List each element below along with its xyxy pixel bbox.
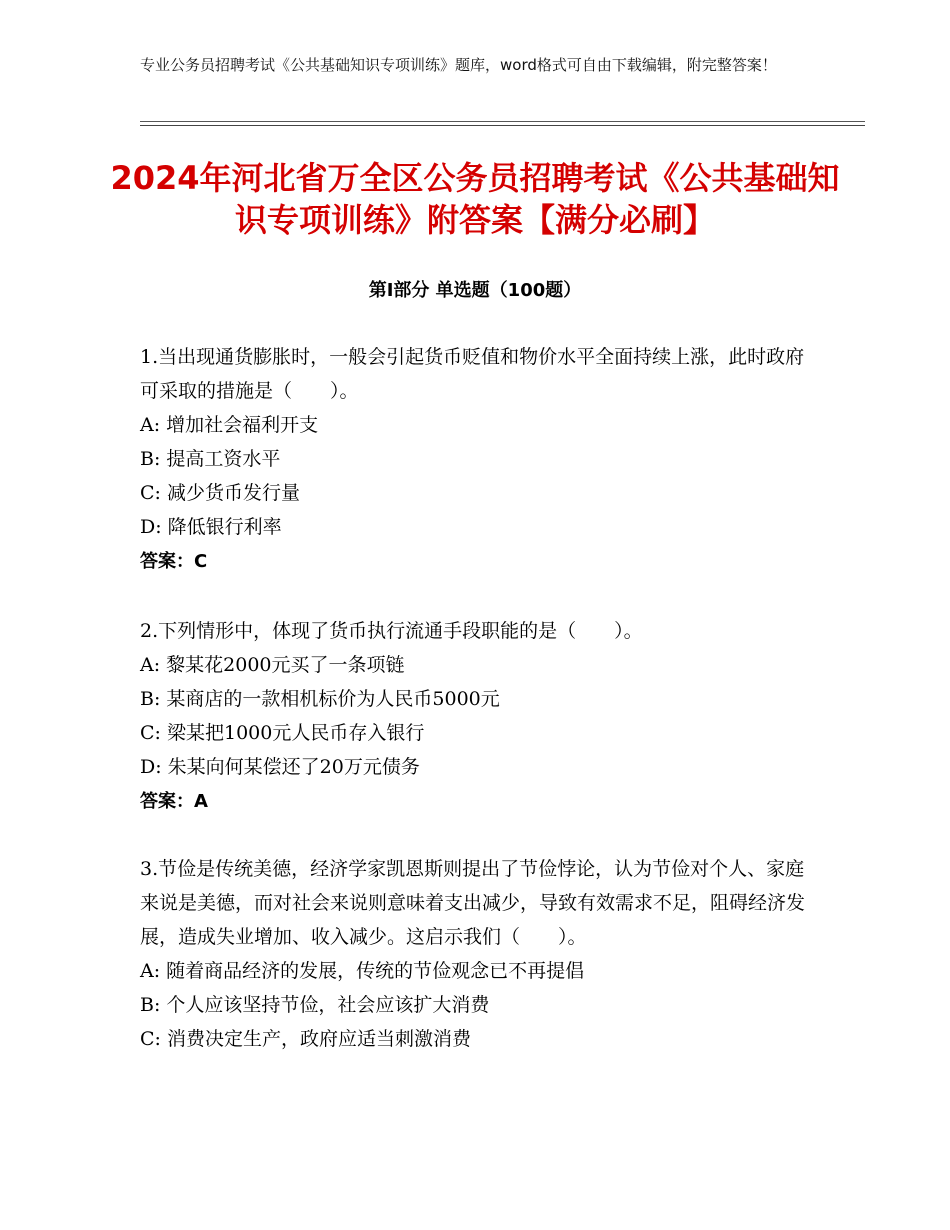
- option-a: A: 随着商品经济的发展，传统的节俭观念已不再提倡: [140, 960, 585, 982]
- option-c: C: 梁某把1000元人民币存入银行: [140, 722, 425, 744]
- option-c: C: 减少货币发行量: [140, 482, 300, 504]
- question-2: [140, 614, 805, 820]
- answer: 答案：C: [140, 551, 208, 572]
- option-b: B: 提高工资水平: [140, 448, 281, 470]
- option-b: B: 个人应该坚持节俭，社会应该扩大消费: [140, 994, 490, 1016]
- option-d: D: 降低银行利率: [140, 516, 282, 538]
- question-3: [140, 852, 805, 1056]
- question-1: [140, 340, 805, 580]
- option-b: B: 某商店的一款相机标价为人民币5000元: [140, 688, 500, 710]
- question-stem: 2.下列情形中，体现了货币执行流通手段职能的是（ ）。: [140, 620, 643, 642]
- option-a: A: 增加社会福利开支: [140, 414, 319, 436]
- option-a: A: 黎某花2000元买了一条项链: [140, 654, 405, 676]
- option-d: D: 朱某向何某偿还了20万元债务: [140, 756, 420, 778]
- page-header: 专业公务员招聘考试《公共基础知识专项训练》题库，word格式可自由下载编辑，附完整答案！: [140, 56, 777, 74]
- option-c: C: 消费决定生产，政府应适当刺激消费: [140, 1028, 471, 1050]
- question-stem: 1.当出现通货膨胀时，一般会引起货币贬值和物价水平全面持续上涨，此时政府可采取的措施是（ ）。: [140, 346, 805, 402]
- answer: 答案：A: [140, 791, 208, 812]
- header-divider: [140, 121, 865, 122]
- header-divider-thick: [140, 125, 865, 126]
- section-heading: 第I部分 单选题（100题）: [368, 280, 582, 301]
- question-stem: 3.节俭是传统美德，经济学家凯恩斯则提出了节俭悖论，认为节俭对个人、家庭来说是美德，而对社会来说则意味着支出减少，导致有效需求不足，阻碍经济发展，造成失业增加、收入减少。这启示我们（ ）。: [140, 858, 806, 948]
- document-title: 2024年河北省万全区公务员招聘考试《公共基础知识专项训练》附答案【满分必刷】: [110, 159, 840, 239]
